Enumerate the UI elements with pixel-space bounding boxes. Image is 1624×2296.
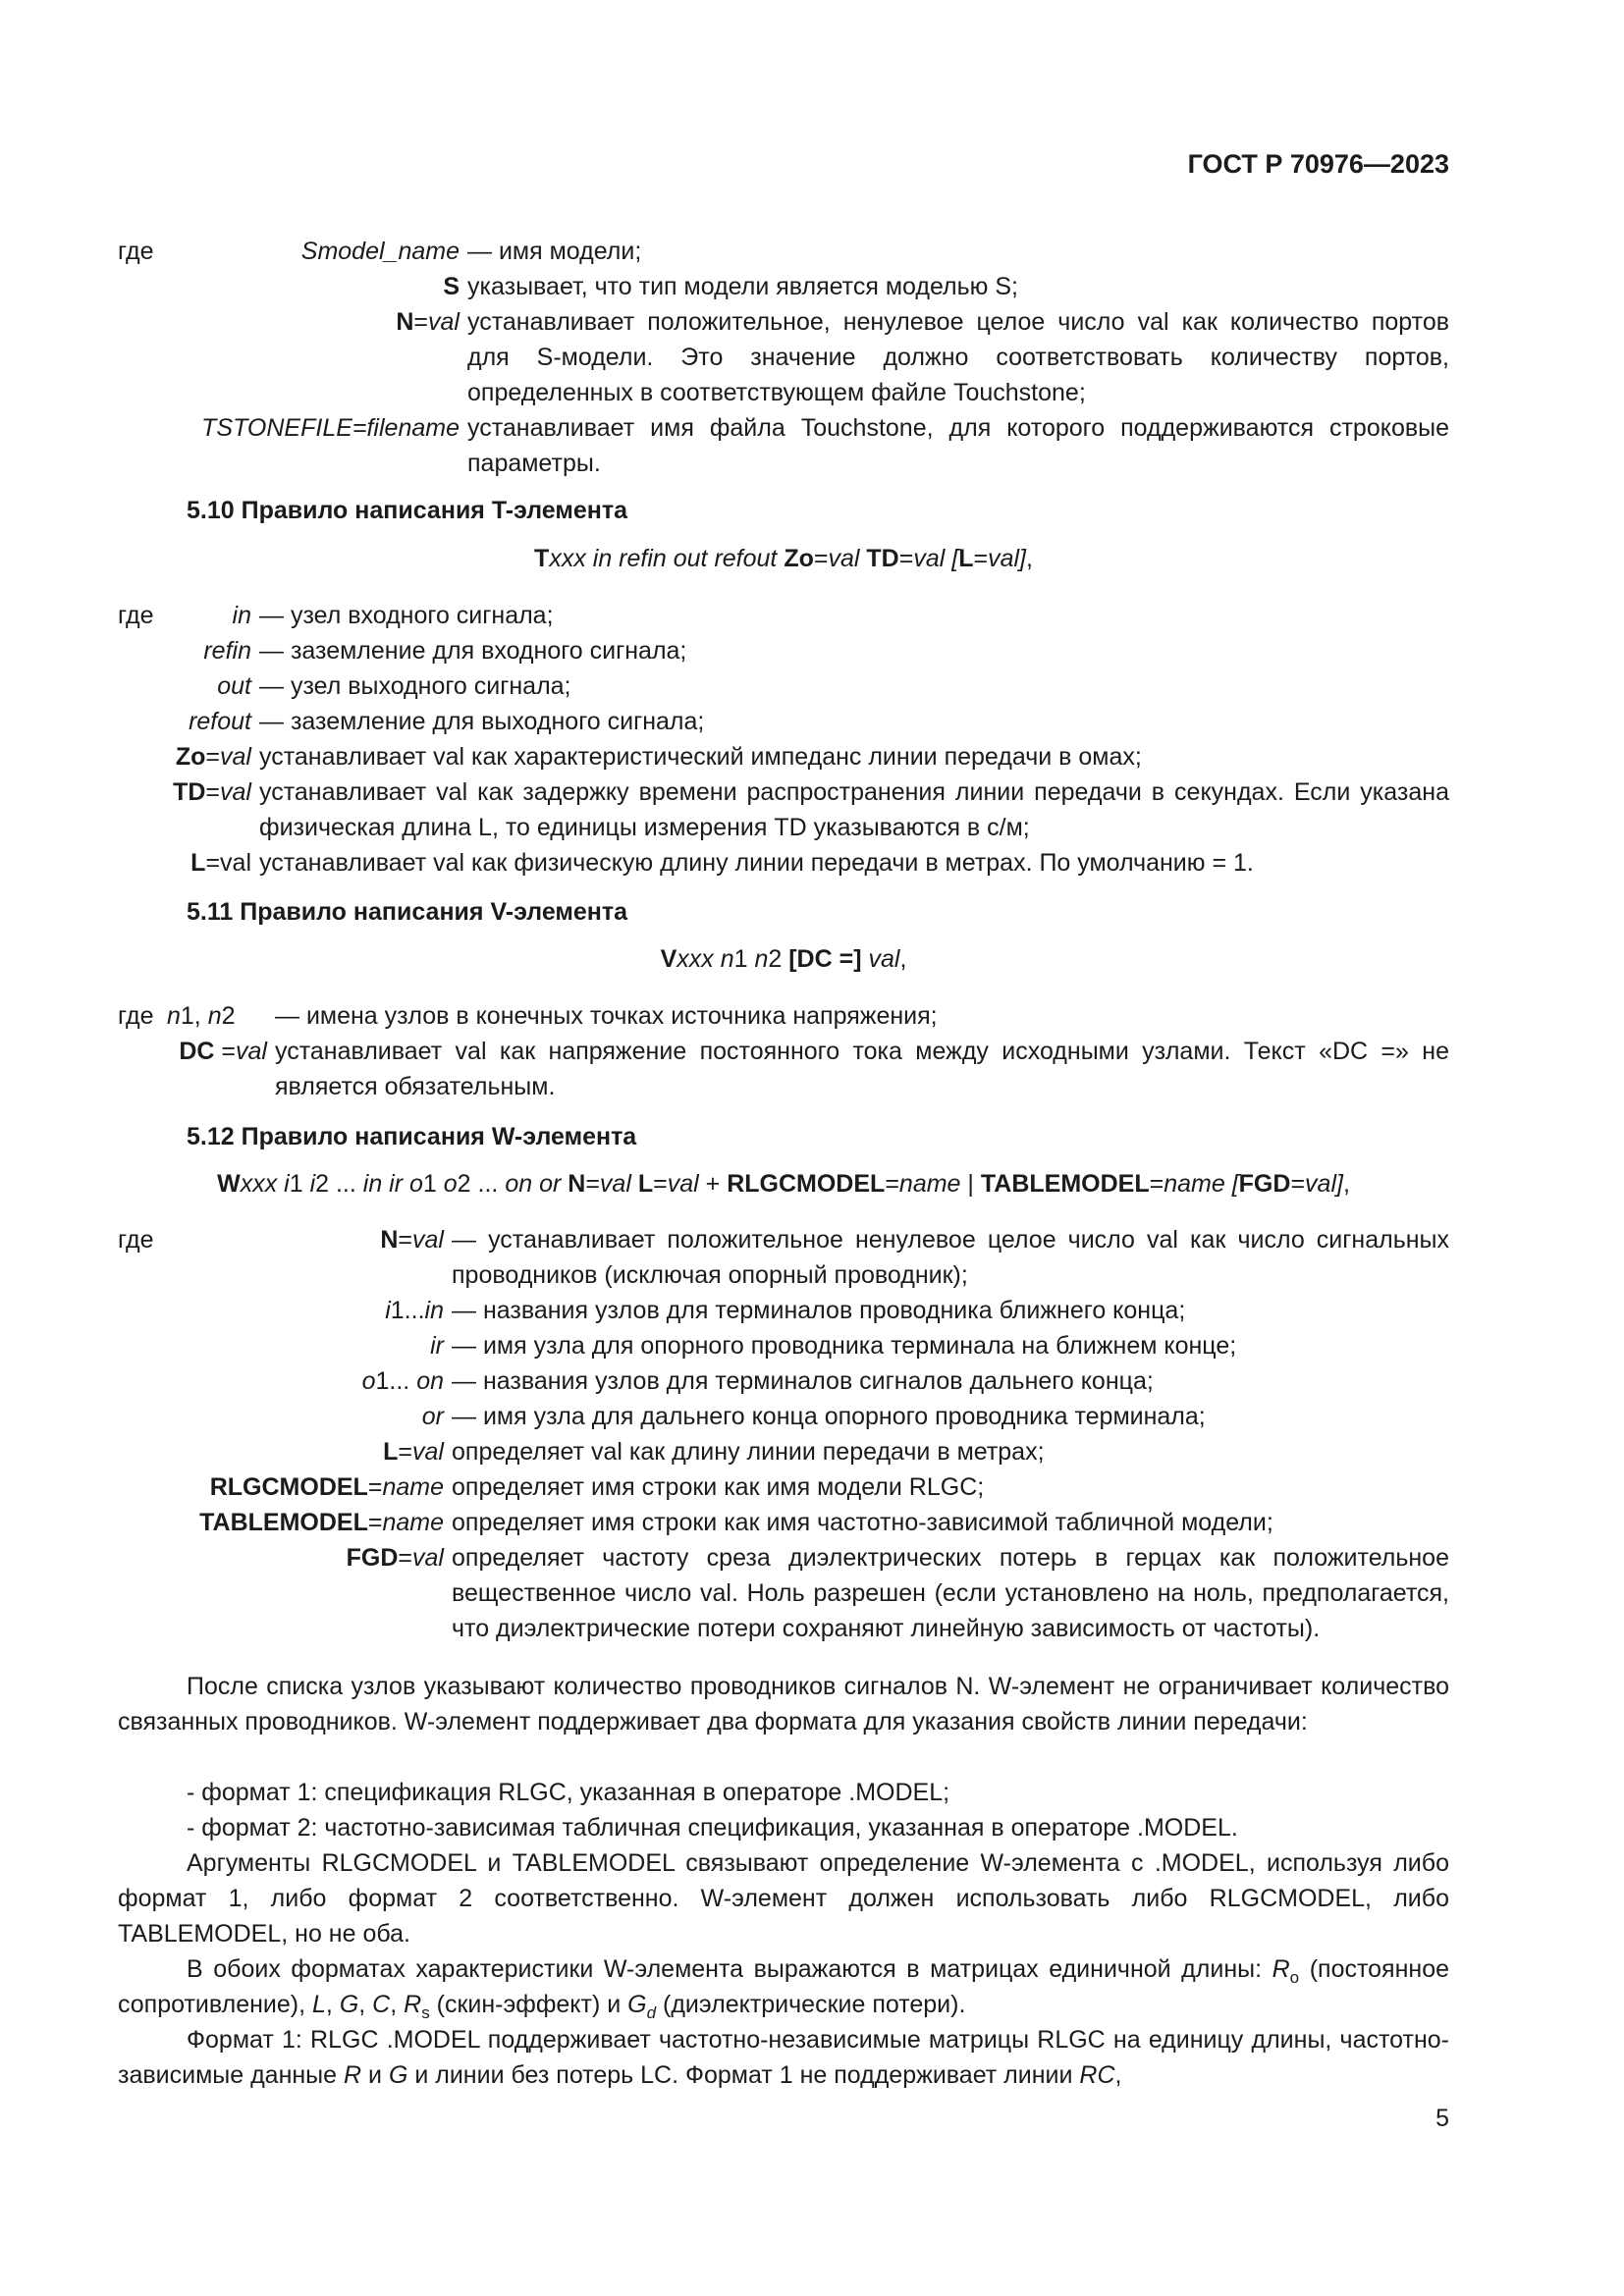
definition-term: N=val [380, 1226, 444, 1254]
body-paragraph: Формат 1: RLGC .MODEL поддерживает частотно-независимые матрицы RLGC на единицу длины, частотно-зависимые данные R и G и линии без потерь LC. Формат 1 не поддерживает линии RC, [118, 2026, 1449, 2089]
body-paragraph: Аргументы RLGCMODEL и TABLEMODEL связывают определение W-элемента с .MODEL, используя либо формат 1, либо формат 2 соответственно. W-элемент должен использовать либо RLGCMODEL, либо TABLEMODEL, но не оба. [118, 1849, 1449, 1948]
section-heading: 5.10 Правило написания T-элемента [187, 497, 628, 524]
v-element-definitions [118, 998, 1449, 1104]
definition-row [118, 1363, 1449, 1399]
syntax-formula: Wxxx i1 i2 ... in ir o1 o2 ... on or N=val L=val + RLGCMODEL=name | TABLEMODEL=name [FGD=val], [217, 1170, 1350, 1198]
definition-row [118, 598, 1449, 633]
where-label: где [118, 238, 154, 265]
definition-desc: определяет частоту среза диэлектрических потерь в герцах как положительное вещественное число val. Ноль разрешен (если установлено на ноль, предполагается, что диэлектрические потери сохраняют линейную зависимость от частоты). [452, 1544, 1449, 1642]
definition-row [173, 304, 1449, 410]
definition-row [118, 998, 1449, 1034]
syntax-formula: Vxxx n1 n2 [DC =] val, [660, 945, 907, 973]
definition-desc: устанавливает val как физическую длину линии передачи в метрах. По умолчанию = 1. [259, 849, 1254, 877]
definition-desc: устанавливает положительное, ненулевое целое число val как количество портов для S-модели. Это значение должно соответствовать количеству портов, определенных в соответствующем файле Touchstone; [467, 308, 1449, 406]
definition-desc: — имена узлов в конечных точках источника напряжения; [275, 1002, 938, 1030]
definition-term: S [443, 273, 460, 300]
page-number: 5 [1435, 2105, 1449, 2132]
definition-row [118, 774, 1449, 845]
t-element-definitions [118, 598, 1449, 881]
section-heading: 5.12 Правило написания W-элемента [187, 1123, 637, 1150]
definition-row [118, 1328, 1449, 1363]
body-paragraph: После списка узлов указывают количество проводников сигналов N. W-элемент не ограничивает количество связанных проводников. W-элемент поддерживает два формата для указания свойств линии передачи: [118, 1673, 1449, 1735]
list-item: - формат 2: частотно-зависимая табличная спецификация, указанная в операторе .MODEL. [187, 1814, 1238, 1842]
syntax-formula: Txxx in refin out refout Zo=val TD=val [L=val], [534, 545, 1033, 572]
definition-term: refout [189, 708, 251, 735]
definition-desc: — заземление для входного сигнала; [259, 637, 687, 665]
definition-desc: — узел выходного сигнала; [259, 672, 571, 700]
definition-row [118, 1434, 1449, 1469]
document-number: ГОСТ Р 70976—2023 [1187, 149, 1449, 179]
definition-term: TABLEMODEL=name [199, 1509, 444, 1536]
definition-desc: — имя модели; [467, 238, 642, 265]
where-label: где [118, 1002, 154, 1030]
section-heading: 5.11 Правило написания V-элемента [187, 898, 628, 926]
definition-term: Zo=val [175, 743, 251, 771]
definition-desc: — устанавливает положительное ненулевое целое число val как число сигнальных проводников (исключая опорный проводник); [452, 1226, 1449, 1289]
definition-desc: — узел входного сигнала; [259, 602, 554, 629]
definition-row [173, 410, 1449, 481]
list-item: - формат 1: спецификация RLGC, указанная в операторе .MODEL; [187, 1779, 950, 1806]
definition-row [118, 845, 1449, 881]
definition-row [118, 1469, 1449, 1505]
definition-row [118, 633, 1449, 668]
definition-desc: устанавливает val как характеристический импеданс линии передачи в омах; [259, 743, 1142, 771]
definition-desc: — заземление для выходного сигнала; [259, 708, 705, 735]
definition-desc: устанавливает имя файла Touchstone, для которого поддерживаются строковые параметры. [467, 414, 1449, 477]
definition-term: in [232, 602, 251, 629]
definition-term: n1, n2 [167, 1002, 236, 1030]
definition-desc: — названия узлов для терминалов проводника ближнего конца; [452, 1297, 1186, 1324]
definition-row [118, 668, 1449, 704]
definition-term: out [217, 672, 251, 700]
definition-row [118, 739, 1449, 774]
definition-row [118, 1505, 1449, 1540]
definition-desc: — имя узла для опорного проводника терминала на ближнем конце; [452, 1332, 1237, 1360]
definition-term: refin [203, 637, 251, 665]
definition-row [173, 269, 1449, 304]
definition-term: or [421, 1403, 444, 1430]
definition-term: N=val [396, 308, 460, 336]
definition-term: TSTONEFILE=filename [201, 414, 460, 442]
definition-row [173, 234, 1449, 269]
definition-desc: устанавливает val как напряжение постоянного тока между исходными узлами. Текст «DC =» не является обязательным. [275, 1038, 1449, 1100]
definition-row [118, 704, 1449, 739]
definition-term: RLGCMODEL=name [209, 1473, 444, 1501]
definition-desc: определяет имя строки как имя частотно-зависимой табличной модели; [452, 1509, 1273, 1536]
s-model-definitions [173, 234, 1449, 481]
definition-term: L=val [383, 1438, 444, 1466]
definition-desc: — имя узла для дальнего конца опорного проводника терминала; [452, 1403, 1206, 1430]
definition-desc: определяет имя строки как имя модели RLGC; [452, 1473, 985, 1501]
definition-term: ir [430, 1332, 444, 1360]
definition-term: FGD=val [346, 1544, 444, 1572]
definition-row [118, 1399, 1449, 1434]
definition-row [118, 1293, 1449, 1328]
definition-row [118, 1034, 1449, 1104]
body-paragraph: В обоих форматах характеристики W-элемента выражаются в матрицах единичной длины: $R_o$ (постоянное сопротивление), L, G, C, $R_s$ (скин-эффект) и $G_d$ (диэлектрические потери). [118, 1955, 1449, 2022]
definition-desc: — названия узлов для терминалов сигналов дальнего конца; [452, 1367, 1154, 1395]
where-label: где [118, 1226, 154, 1254]
definition-row [118, 1222, 1449, 1293]
definition-term: i1...in [385, 1297, 444, 1324]
definition-desc: указывает, что тип модели является моделью S; [467, 273, 1018, 300]
definition-term: o1... on [361, 1367, 444, 1395]
where-label: где [118, 602, 154, 629]
w-element-definitions [118, 1222, 1449, 1646]
definition-desc: устанавливает val как задержку времени распространения линии передачи в секундах. Если указана физическая длина L, то единицы измерения TD указываются в с/м; [259, 778, 1449, 841]
definition-term: DC =val [179, 1038, 267, 1065]
definition-term: L=val [190, 849, 251, 877]
definition-term: Smodel_name [300, 238, 460, 265]
definition-term: TD=val [173, 778, 251, 806]
definition-desc: определяет val как длину линии передачи в метрах; [452, 1438, 1045, 1466]
definition-row [118, 1540, 1449, 1646]
